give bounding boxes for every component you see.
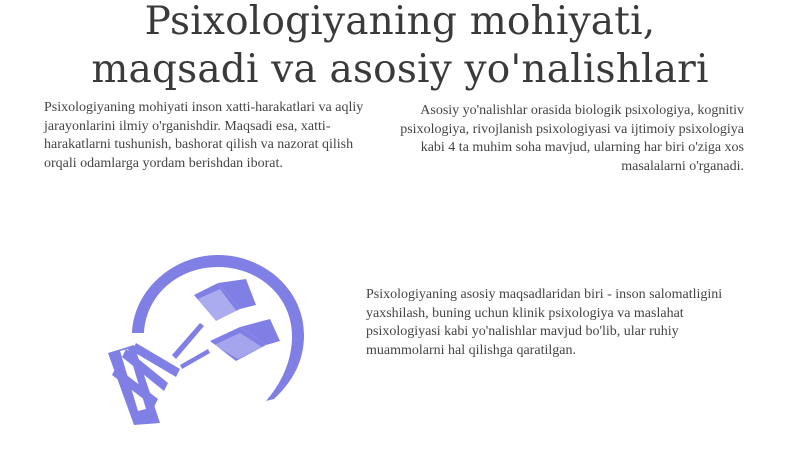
paragraph-essence: Psixologiyaning mohiyati inson xatti-harakatlari va aqliy jarayonlarini ilmiy o'rganishdir. Maqsadi esa, xatti-harakatlarni tushunish, bashorat qilish va nazorat qilish orqali odamlarga yordam berishdan iborat. <box>44 100 364 171</box>
slide-title-line-2: maqsadi va asosiy yo'nalishlari <box>91 47 709 92</box>
paragraph-directions: Asosiy yo'nalishlar orasida biologik psixologiya, kognitiv psixologiya, rivojlanish psixologiyasi va ijtimoiy psixologiya kabi 4 ta muhim soha mavjud, ularning har biri o'ziga xos masalalarni o'rganadi. <box>400 103 744 174</box>
paragraph-goals: Psixologiyaning asosiy maqsadlaridan biri - inson salomatligini yaxshilash, buning uchun klinik psixologiya va maslahat psixologiyasi kabi yo'nalishlar mavjud bo'lib, ular ruhiy muammolarni hal qilishga qaratilgan. <box>366 287 723 358</box>
slide-title-line-1: Psixologiyaning mohiyati, <box>144 0 656 44</box>
slide-title <box>0 0 800 94</box>
lightbulb-book-icon <box>98 249 310 425</box>
